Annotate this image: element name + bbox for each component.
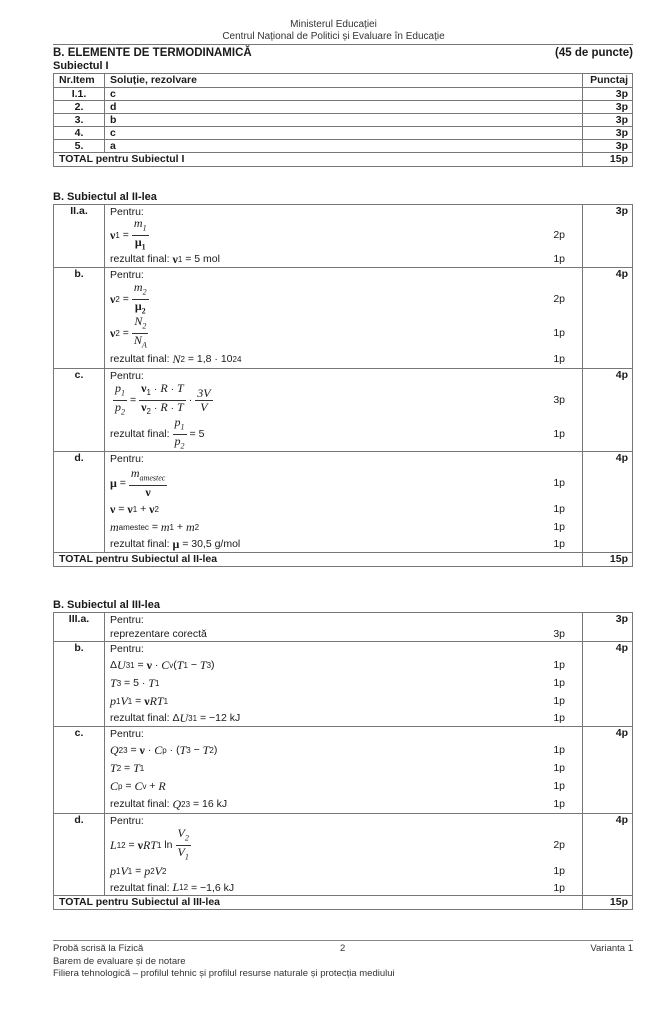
page-number: 2 [340, 943, 346, 954]
formula-line: ν 2 = $\frac{m_2}{\mu_2}$ 2p [110, 280, 565, 315]
item-points: 3p [583, 114, 633, 127]
total-row [54, 553, 633, 567]
item-number: 5. [54, 140, 105, 153]
item-number: III.a. [54, 613, 105, 642]
line-points: 1p [553, 477, 565, 489]
line-points: 1p [553, 780, 565, 792]
line-points: 1p [553, 744, 565, 756]
formula-line: ν = ν 1 + ν 2 1p [110, 501, 565, 516]
item-solution [105, 369, 583, 452]
line-points: 1p [553, 798, 565, 810]
formula-line: m amestec = m 1 + m 2 1p [110, 519, 565, 534]
formula-line: μ = $\frac{m_{amestec}}{\nu}$ 1p [110, 466, 565, 499]
line-points: 1p [553, 353, 565, 365]
footer-variant: Varianta 1 [590, 943, 633, 954]
col-header-points: Punctaj [583, 74, 633, 88]
result-line: rezultat final: L 12 = −1,6 kJ 1p [110, 880, 565, 894]
result-line: rezultat final: ν 1 = 5 mol 1p [110, 251, 565, 266]
section-points: (45 de puncte) [555, 47, 633, 59]
pentru-label: Pentru: [110, 453, 144, 465]
item-answer: a [105, 140, 583, 153]
line-points: 1p [553, 695, 565, 707]
item-solution [105, 205, 583, 268]
item-number: I.1. [54, 88, 105, 101]
item-solution [105, 642, 583, 727]
result-line: rezultat final: Q 23 = 16 kJ 1p [110, 796, 565, 811]
item-answer: b [105, 114, 583, 127]
footer-divider [53, 940, 633, 941]
result-line: rezultat final: N 2 = 1,8 · 10 24 1p [110, 351, 565, 366]
item-points: 4p [583, 268, 633, 369]
table-row [54, 452, 633, 553]
item-number: b. [54, 642, 105, 727]
table-row [54, 642, 633, 727]
result-line: rezultat final: Δ U 31 = −12 kJ 1p [110, 710, 565, 725]
line-points: 1p [553, 253, 565, 265]
item-points: 4p [583, 642, 633, 727]
item-solution [105, 727, 583, 814]
formula-line: Δ U 31 = ν · C v ( T 1 − T 3 ) 1p [110, 657, 565, 672]
pentru-label: Pentru: [110, 269, 144, 281]
table-row [54, 613, 633, 642]
line-points: 3p [553, 394, 565, 406]
formula-line: Q 23 = ν · C p · ( T 3 − T 2 ) 1p [110, 742, 565, 757]
result-prefix: rezultat final: [110, 881, 170, 894]
subject1-table [53, 73, 633, 167]
total-points: 15p [583, 553, 633, 567]
result-exponent: 24 [232, 354, 242, 364]
line-points: 1p [553, 881, 565, 894]
table-row [54, 727, 633, 814]
col-header-item: Nr.Item [54, 74, 105, 88]
formula-line: ν 1 = $\frac{m_1}{\mu_1}$ 2p [110, 216, 565, 251]
result-line: rezultat final: $\frac{p_1}{p_2}$ = 5 1p [110, 415, 565, 450]
total-label: TOTAL pentru Subiectul al III-lea [54, 896, 583, 910]
formula-line: L 12 = ν RT 1 ln $\frac{V_2}{V_1}$ 2p [110, 826, 565, 861]
item-number: c. [54, 369, 105, 452]
subject2-title: B. Subiectul al II-lea [53, 191, 157, 203]
subject3-title: B. Subiectul al III-lea [53, 599, 160, 611]
section-title-text: B. ELEMENTE DE TERMODINAMICĂ [53, 47, 252, 59]
footer-line3: Filiera tehnologică – profilul tehnic și profilul resurse naturale și protecția mediului [53, 968, 395, 979]
item-points: 3p [583, 88, 633, 101]
total-points: 15p [583, 153, 633, 167]
result-prefix: rezultat final: [110, 712, 170, 724]
subject1-title: Subiectul I [53, 60, 109, 72]
item-solution [105, 613, 583, 642]
table-row [54, 140, 633, 153]
footer-line2: Barem de evaluare și de notare [53, 956, 186, 967]
total-points: 15p [583, 896, 633, 910]
line-points: 1p [553, 712, 565, 724]
footer-exam: Probă scrisă la Fizică [53, 943, 144, 954]
table-row [54, 114, 633, 127]
line-points: 1p [553, 762, 565, 774]
pentru-label: Pentru: [110, 728, 144, 740]
line-points: 1p [553, 865, 565, 877]
header-center: Centrul Național de Politici și Evaluare în Educație [222, 31, 445, 42]
item-solution [105, 452, 583, 553]
result-value: = 30,5 g/mol [182, 538, 241, 550]
result-value: = −1,6 kJ [190, 881, 235, 894]
line-points: 1p [553, 521, 565, 533]
col-header-solution: Soluție, rezolvare [105, 74, 583, 88]
result-line: rezultat final: μ = 30,5 g/mol 1p [110, 536, 565, 551]
item-points: 3p [583, 613, 633, 642]
line-points: 1p [553, 538, 565, 550]
section-title [53, 47, 633, 59]
header-ministry: Ministerul Educației [290, 19, 377, 30]
table-row [54, 101, 633, 114]
item-answer: d [105, 101, 583, 114]
item-points: 3p [583, 127, 633, 140]
formula-line: ν 2 = $\frac{N_2}{N_A}$ 1p [110, 314, 565, 349]
table-row [54, 127, 633, 140]
item-number: 3. [54, 114, 105, 127]
pentru-label: Pentru: [110, 643, 144, 655]
line-points: 1p [553, 503, 565, 515]
table-row [54, 814, 633, 896]
total-label: TOTAL pentru Subiectul al II-lea [54, 553, 583, 567]
pentru-label: Pentru: [110, 370, 144, 382]
item-number: II.a. [54, 205, 105, 268]
result-value: = 16 kJ [192, 798, 228, 810]
footer-line1 [53, 943, 633, 954]
result-prefix: rezultat final: [110, 253, 170, 265]
formula-line [110, 627, 577, 641]
item-points: 4p [583, 369, 633, 452]
result-prefix: rezultat final: [110, 798, 170, 810]
result-value: = −12 kJ [199, 712, 241, 724]
item-number: b. [54, 268, 105, 369]
subject3-table [53, 612, 633, 910]
formula-line: p 1 V 1 = p 2 V 2 1p [110, 863, 565, 878]
item-number: 2. [54, 101, 105, 114]
subject2-table [53, 204, 633, 567]
formula-line: C p = C v + R 1p [110, 778, 565, 793]
table-row [54, 205, 633, 268]
result-value: = 1,8 · 10 [187, 353, 233, 365]
header-divider [53, 44, 633, 45]
formula-line: T 2 = T 1 1p [110, 760, 565, 775]
item-number: d. [54, 452, 105, 553]
item-solution [105, 814, 583, 896]
table-row [54, 369, 633, 452]
result-value: = 5 [189, 428, 205, 440]
item-answer: c [105, 88, 583, 101]
line-text: reprezentare corectă [110, 628, 207, 640]
line-points: 1p [553, 677, 565, 689]
item-solution [105, 268, 583, 369]
result-prefix: rezultat final: [110, 428, 170, 440]
result-prefix: rezultat final: [110, 538, 170, 550]
item-points: 3p [583, 140, 633, 153]
formula-line: $\frac{p_1}{p_2}$ = $\frac{\nu_1 \cdot R \cdot T}{\nu_2 \cdot R \cdot T}$ · $\frac{3V}{V}$ 3p [115, 381, 565, 416]
item-points: 4p [583, 452, 633, 553]
formula-line: T 3 = 5 · T 1 1p [110, 675, 565, 690]
item-number: d. [54, 814, 105, 896]
item-points: 4p [583, 727, 633, 814]
line-points: 2p [553, 839, 565, 851]
item-points: 3p [583, 205, 633, 268]
item-points: 4p [583, 814, 633, 896]
total-row [54, 896, 633, 910]
line-points: 3p [553, 628, 565, 640]
item-points: 3p [583, 101, 633, 114]
line-points: 1p [553, 428, 565, 440]
line-points: 2p [553, 293, 565, 305]
item-answer: c [105, 127, 583, 140]
line-points: 2p [553, 229, 565, 241]
pentru-label: Pentru: [110, 206, 144, 218]
total-label: TOTAL pentru Subiectul I [54, 153, 583, 167]
line-points: 1p [553, 659, 565, 671]
formula-line: p 1 V 1 = ν RT 1 1p [110, 693, 565, 708]
item-number: c. [54, 727, 105, 814]
line-points: 1p [553, 327, 565, 339]
pentru-label: Pentru: [110, 815, 144, 827]
pentru-label: Pentru: [110, 614, 144, 626]
table-row [54, 88, 633, 101]
result-value: = 5 mol [185, 253, 220, 265]
result-prefix: rezultat final: [110, 353, 170, 365]
total-row [54, 153, 633, 167]
item-number: 4. [54, 127, 105, 140]
table-row [54, 268, 633, 369]
